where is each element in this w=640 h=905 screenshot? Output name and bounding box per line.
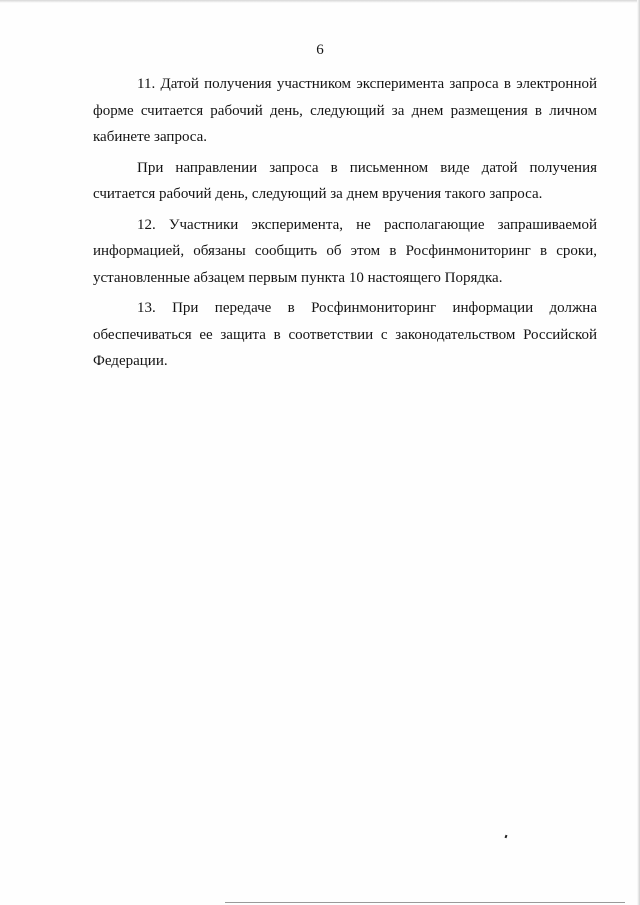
paragraph-11-continued: При направлении запроса в письменном виде датой получения считается рабочий день, следующий за днем вручения такого запроса. [93,159,597,202]
paragraph-12: 12. Участники эксперимента, не располагающие запрашиваемой информацией, обязаны сообщить об этом в Росфинмониторинг в сроки, установленные абзацем первым пункта 10 настоящего Порядка. [93,216,597,286]
page-bottom-edge [225,902,625,903]
document-body [93,71,597,375]
paragraph-13: 13. При передаче в Росфинмониторинг информации должна обеспечиваться ее защита в соответствии с законодательством Российской Федерации. [93,300,597,369]
scan-speck [505,835,508,839]
paragraph-11: 11. Датой получения участником эксперимента запроса в электронной форме считается рабочий день, следующий за днем размещения в личном кабинете запроса. [93,76,597,145]
page-top-edge [0,0,640,3]
page-number: 6 [316,42,324,58]
